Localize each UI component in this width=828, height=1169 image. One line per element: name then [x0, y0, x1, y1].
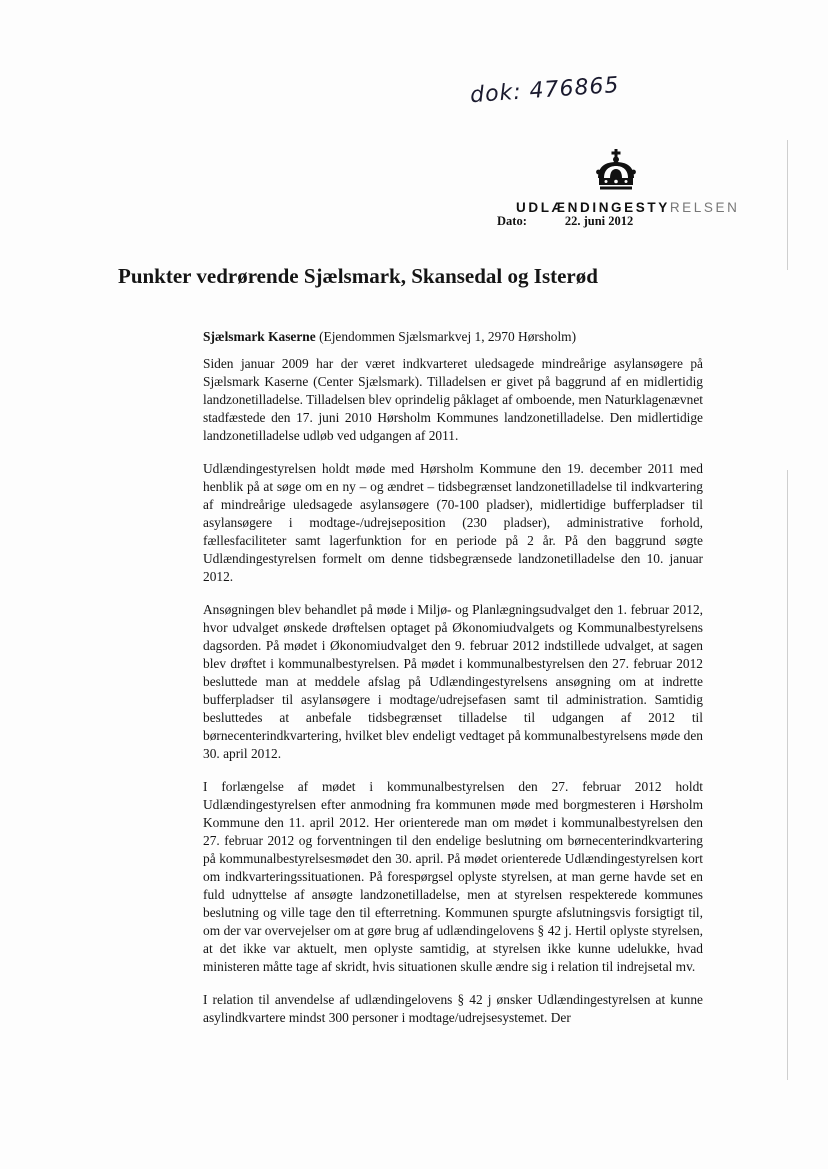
section-heading: [203, 328, 703, 346]
crown-icon: [592, 148, 640, 196]
date-value: 22. juni 2012: [564, 214, 634, 228]
handwritten-document-number: dok: 476865: [469, 72, 621, 109]
body-paragraph-1: Siden januar 2009 har der været indkvarteret uledsagede mindreårige asylansøgere på Sjælsmark Kaserne (Center Sjælsmark). Tilladelsen er givet på baggrund af en midlertidig landzonetilladelse. Tilladelsen blev oprindelig påklaget af omboende, men Naturklagenævnet stadfæstede den 17. juni 2010 Hørsholm Kommunes landzonetilladelse. Den midlertidige landzonetilladelse udløb ved udgangen af 2011.: [203, 356, 703, 443]
scan-edge-line: [787, 470, 788, 1080]
body-paragraph-2: Udlændingestyrelsen holdt møde med Hørsholm Kommune den 19. december 2011 med henblik på at søge om en ny – og ændret – tidsbegrænset landzonetilladelse til indkvartering af mindreårige uledsagede asylansøgere (70-100 pladser), midlertidige bufferpladser til asylansøgere i modtage-/udrejseposition (230 pladser), administrative forhold, fællesfaciliteter samt lagerfunktion for en periode på 2 år. På den baggrund søgte Udlændingestyrelsen formelt om denne tidsbegrænsede landzonetilladelse den 10. januar 2012.: [203, 461, 703, 584]
date-label: Dato:: [497, 214, 527, 228]
agency-name-part1: UDLÆNDINGESTY: [516, 200, 670, 215]
section-heading-detail: (Ejendommen Sjælsmarkvej 1, 2970 Hørsholm): [319, 329, 577, 344]
agency-name: [516, 200, 739, 215]
date-line: [497, 214, 633, 229]
scan-edge-line-top: [787, 140, 788, 270]
body-paragraph-4: I forlængelse af mødet i kommunalbestyrelsen den 27. februar 2012 holdt Udlændingestyrelsen efter anmodning fra kommunen møde med borgmesteren i Hørsholm Kommune den 11. april 2012. Her orienterede man om mødet i kommunalbestyrelsen den 27. februar 2012 og forventningen til den endelige beslutning om børnecenterindkvartering på kommunalbestyrelsesmødet den 30. april. På mødet orienterede Udlændingestyrelsen kort om indkvarteringssituationen. På forespørgsel oplyste styrelsen, at man gerne havde set en fuld udnyttelse af ansøgte landzonetilladelse, men at styrelsen respekterede kommunes beslutning og ville tage den til efterretning. Kommunen spurgte afslutningsvis forsigtigt til, om der var overvejelser om at gøre brug af udlændingelovens § 42 j. Hertil oplyste styrelsen, at det ikke var aktuelt, men oplyste samtidig, at styrelsen ikke kunne udelukke, hvad ministeren måtte tage af skridt, hvis situationen skulle ændre sig i relation til indrejsetal mv.: [203, 779, 703, 974]
document-body: [203, 328, 703, 1042]
agency-name-part2: RELSEN: [669, 200, 740, 215]
body-paragraph-5: I relation til anvendelse af udlændingelovens § 42 j ønsker Udlændingestyrelsen at kunne asylindkvartere mindst 300 personer i modtage/udrejsesystemet. Der: [203, 992, 703, 1025]
section-heading-name: Sjælsmark Kaserne: [203, 329, 316, 344]
document-title: Punkter vedrørende Sjælsmark, Skansedal og Isterød: [118, 264, 598, 288]
body-paragraph-3: Ansøgningen blev behandlet på møde i Miljø- og Planlægningsudvalget den 1. februar 2012, hvor udvalget ønskede drøftelsen optaget på Økonomiudvalgets og Kommunalbestyrelsens dagsorden. På mødet i Økonomiudvalget den 9. februar 2012 indstillede udvalget, at sagen blev drøftet i kommunalbestyrelsen. På mødet i kommunalbestyrelsen den 27. februar 2012 besluttede man at meddele afslag på Udlændingestyrelsens ansøgning om at indrette bufferpladser til asylansøgere i modtage/udrejsefasen samt til administration. Samtidig besluttedes at anbefale tidsbegrænset tilladelse til udgangen af 2012 til børnecenterindkvartering, hvilket blev endeligt vedtaget på kommunalbestyrelsens møde den 30. april 2012.: [203, 602, 703, 761]
